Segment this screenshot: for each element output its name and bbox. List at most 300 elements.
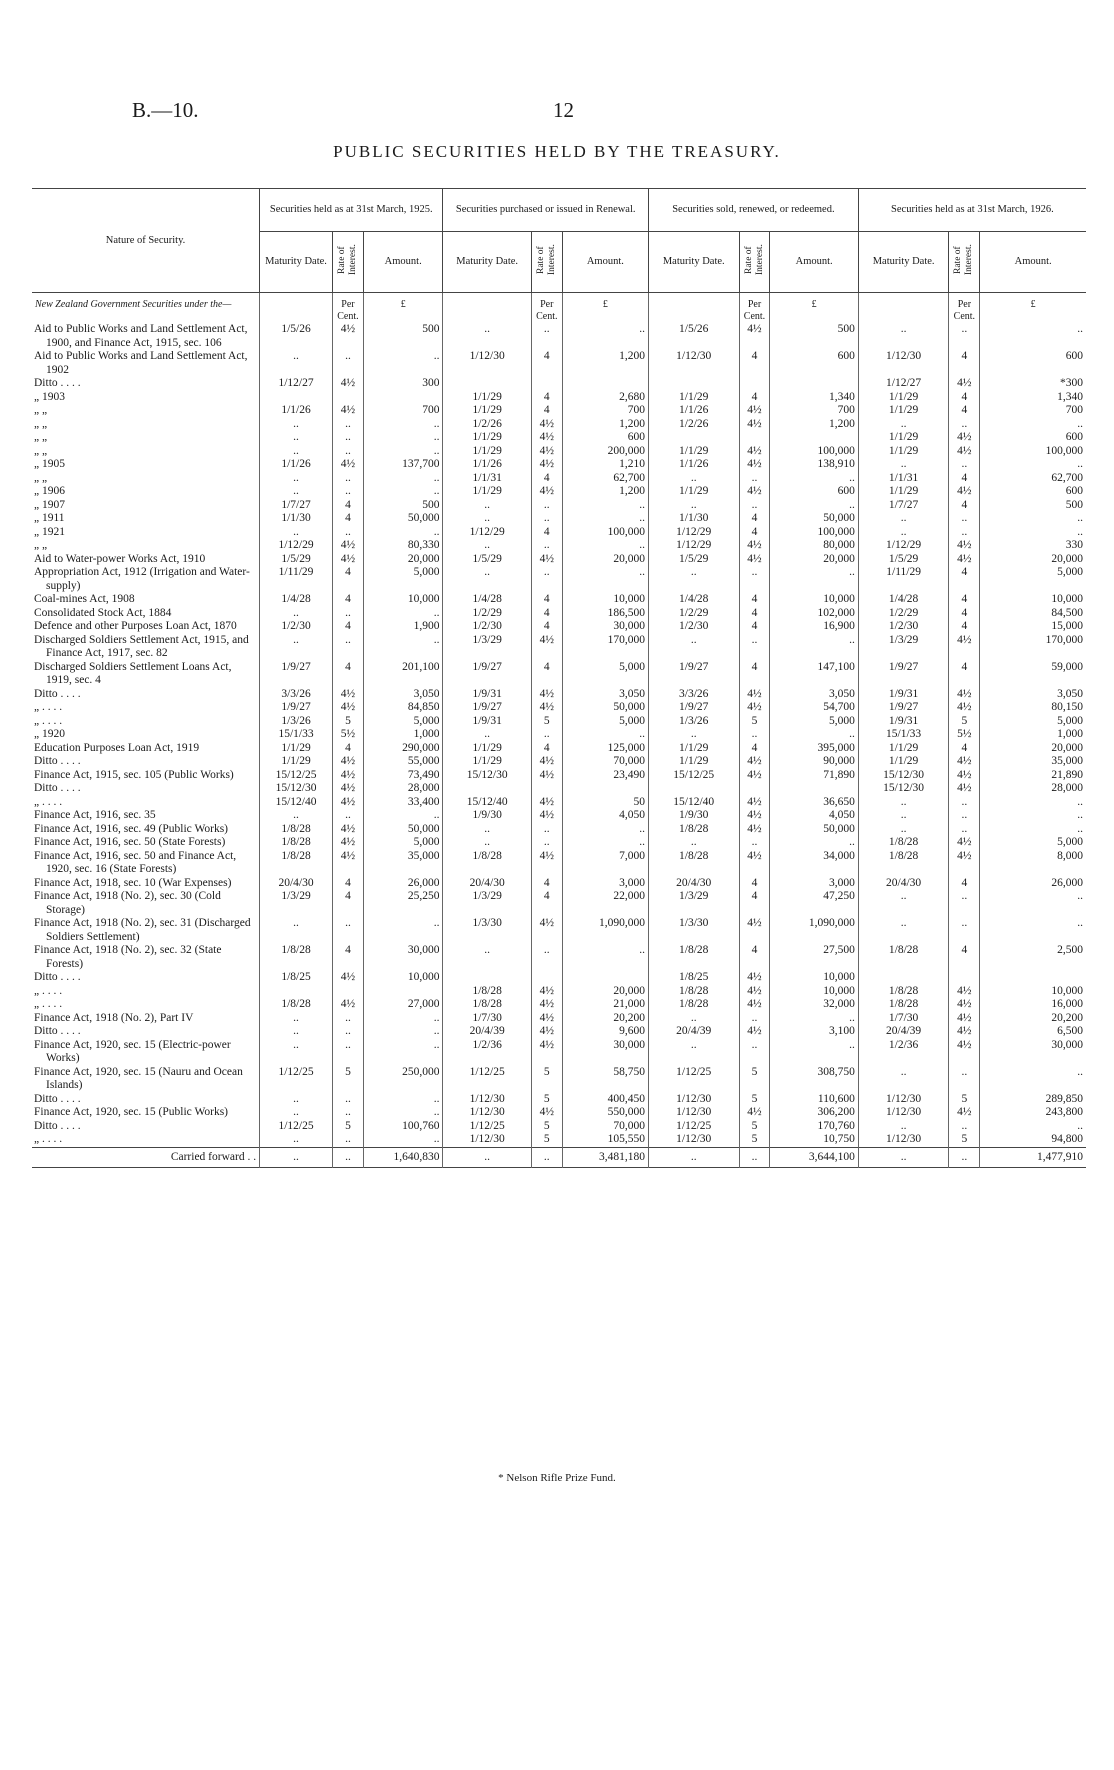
data-cell: 4½	[332, 998, 363, 1012]
data-cell: 1/7/27	[260, 499, 333, 513]
table-row	[32, 566, 1086, 593]
empty-cell	[443, 293, 531, 324]
table-row	[32, 877, 1086, 891]
data-cell: 22,000	[562, 890, 648, 917]
data-cell: 4½	[739, 688, 770, 702]
data-cell: ..	[949, 458, 980, 472]
data-cell: ..	[739, 836, 770, 850]
data-cell: ..	[332, 526, 363, 540]
data-cell: 1/11/29	[858, 566, 949, 593]
data-cell: 4½	[332, 769, 363, 783]
pound-label: £	[363, 293, 443, 324]
table-body	[32, 293, 1086, 1168]
data-cell: 5	[739, 1093, 770, 1107]
data-cell: ..	[949, 823, 980, 837]
data-cell: 50,000	[770, 823, 858, 837]
data-cell: 1/8/28	[648, 823, 739, 837]
data-cell	[332, 391, 363, 405]
data-cell: 4½	[949, 782, 980, 796]
data-cell: 1/8/28	[858, 836, 949, 850]
data-cell: 4	[531, 890, 562, 917]
data-cell: 4½	[531, 1012, 562, 1026]
data-cell: ..	[1077, 512, 1083, 525]
security-name: Ditto . . . .	[32, 1025, 260, 1039]
data-cell: 6,500	[1057, 1025, 1083, 1038]
data-cell: ..	[562, 499, 648, 513]
data-cell: 20,000	[1051, 741, 1083, 754]
data-cell: ..	[332, 1093, 363, 1107]
data-cell: ..	[858, 890, 949, 917]
data-cell: ..	[531, 499, 562, 513]
data-cell	[648, 377, 739, 391]
data-cell: ..	[260, 418, 333, 432]
data-cell: 201,100	[363, 661, 443, 688]
data-cell: 1/12/30	[443, 1133, 531, 1147]
table-row	[32, 944, 1086, 971]
table-row	[32, 350, 1086, 377]
page-title: PUBLIC SECURITIES HELD BY THE TREASURY.	[333, 142, 781, 161]
security-name: Coal-mines Act, 1908	[32, 593, 260, 607]
data-cell	[949, 971, 980, 985]
data-cell: 1/5/26	[260, 323, 333, 350]
data-cell: 1/9/27	[260, 701, 333, 715]
data-cell: 1/9/27	[443, 661, 531, 688]
data-cell: 100,000	[562, 526, 648, 540]
data-cell: ..	[1077, 417, 1083, 430]
data-cell: ..	[858, 323, 949, 350]
data-cell: 4	[531, 593, 562, 607]
data-cell: 1/9/27	[858, 701, 949, 715]
data-cell: 1/5/26	[648, 323, 739, 350]
data-cell: 4½	[739, 998, 770, 1012]
data-cell: ..	[332, 418, 363, 432]
security-name: „ 1905	[32, 458, 260, 472]
maturity-date-header: Maturity Date.	[443, 232, 531, 293]
data-cell: 4½	[739, 445, 770, 459]
data-cell: 1/1/31	[443, 472, 531, 486]
maturity-date-header: Maturity Date.	[858, 232, 949, 293]
data-cell: 1/12/30	[443, 1106, 531, 1120]
table-row	[32, 526, 1086, 540]
data-cell: 4½	[949, 836, 980, 850]
data-cell: 4	[531, 526, 562, 540]
data-cell: 4	[739, 742, 770, 756]
data-cell: 4½	[949, 445, 980, 459]
data-cell	[858, 971, 949, 985]
data-cell: ..	[443, 944, 531, 971]
data-cell: 1/8/28	[260, 850, 333, 877]
table-row	[32, 1106, 1086, 1120]
per-cent-label: Per Cent.	[949, 293, 980, 324]
data-cell: 4½	[531, 553, 562, 567]
data-cell: ..	[770, 499, 858, 513]
data-cell: 4½	[739, 850, 770, 877]
data-cell: ..	[648, 836, 739, 850]
data-cell: 1/2/29	[443, 607, 531, 621]
security-name: Finance Act, 1918 (No. 2), sec. 31 (Discharged Soldiers Settlement)	[32, 917, 260, 944]
data-cell: 1/1/29	[858, 404, 949, 418]
data-cell: 1/8/28	[858, 944, 949, 971]
data-cell: ..	[949, 796, 980, 810]
data-cell: 4½	[739, 755, 770, 769]
data-cell: 1/1/29	[443, 742, 531, 756]
data-cell: 700	[562, 404, 648, 418]
data-cell: ..	[648, 499, 739, 513]
data-cell: 5,000	[562, 661, 648, 688]
table-row	[32, 431, 1086, 445]
data-cell: 10,000	[363, 971, 443, 985]
data-cell: 1,200	[562, 418, 648, 432]
data-cell: 1/1/29	[648, 755, 739, 769]
data-cell: ..	[443, 539, 531, 553]
data-cell: 1/12/25	[648, 1120, 739, 1134]
data-cell: 4½	[949, 688, 980, 702]
data-cell: ..	[770, 728, 858, 742]
data-cell: 1,200	[770, 418, 858, 432]
data-cell: ..	[332, 350, 363, 377]
security-name: „ 1920	[32, 728, 260, 742]
security-name: „ 1903	[32, 391, 260, 405]
data-cell: ..	[648, 728, 739, 742]
data-cell: 47,250	[770, 890, 858, 917]
data-cell: 1/3/29	[443, 634, 531, 661]
data-cell: ..	[648, 634, 739, 661]
data-cell: 1/12/25	[260, 1120, 333, 1134]
data-cell: ..	[648, 472, 739, 486]
data-cell: 4½	[531, 431, 562, 445]
data-cell: 20/4/39	[858, 1025, 949, 1039]
amount-header: Amount.	[770, 232, 858, 293]
data-cell: 147,100	[770, 661, 858, 688]
data-cell: ..	[363, 607, 443, 621]
data-cell: 1/1/26	[648, 458, 739, 472]
data-cell: 5,000	[1057, 836, 1083, 849]
data-cell: 5	[531, 1066, 562, 1093]
data-cell: 23,490	[562, 769, 648, 783]
data-cell: 4	[332, 499, 363, 513]
data-cell: ..	[332, 431, 363, 445]
security-name: Ditto . . . .	[32, 971, 260, 985]
data-cell: 700	[1065, 404, 1083, 417]
data-cell: ..	[260, 350, 333, 377]
data-cell: ..	[858, 458, 949, 472]
data-cell: 50,000	[363, 823, 443, 837]
data-cell: ..	[363, 1106, 443, 1120]
data-cell: 100,000	[770, 526, 858, 540]
data-cell: 4½	[332, 796, 363, 810]
data-cell: 1/3/30	[648, 917, 739, 944]
data-cell	[739, 782, 770, 796]
data-cell: 34,000	[770, 850, 858, 877]
data-cell: 1,900	[363, 620, 443, 634]
table-row	[32, 404, 1086, 418]
table-row	[32, 998, 1086, 1012]
table-row	[32, 742, 1086, 756]
data-cell: 4	[739, 890, 770, 917]
data-cell: 1/12/29	[648, 539, 739, 553]
data-cell: 10,000	[770, 971, 858, 985]
data-cell: 1/1/29	[443, 485, 531, 499]
group-header-purchased: Securities purchased or issued in Renewal.	[443, 189, 648, 232]
data-cell: 290,000	[363, 742, 443, 756]
data-cell: 1/2/30	[858, 620, 949, 634]
data-cell: ..	[858, 1066, 949, 1093]
table-row	[32, 1039, 1086, 1066]
data-cell: ..	[531, 728, 562, 742]
data-cell: 20/4/30	[858, 877, 949, 891]
data-cell: 20,200	[562, 1012, 648, 1026]
data-cell: 1/1/29	[648, 485, 739, 499]
security-name: Ditto . . . .	[32, 782, 260, 796]
data-cell: 5	[739, 1120, 770, 1134]
data-cell: 50	[562, 796, 648, 810]
data-cell: 4½	[949, 485, 980, 499]
data-cell: 1/8/28	[443, 985, 531, 999]
data-cell: 4½	[739, 701, 770, 715]
data-cell: 1/1/29	[443, 755, 531, 769]
data-cell: ..	[858, 796, 949, 810]
data-cell: 4	[332, 877, 363, 891]
security-name: „ „	[32, 431, 260, 445]
data-cell: 600	[1065, 350, 1083, 363]
data-cell: ..	[648, 1012, 739, 1026]
data-cell: 600	[770, 350, 858, 377]
data-cell: ..	[332, 917, 363, 944]
data-cell	[531, 377, 562, 391]
data-cell: ..	[949, 890, 980, 917]
data-cell: 1/3/29	[260, 890, 333, 917]
data-cell: 1/5/29	[443, 553, 531, 567]
data-cell: 20/4/39	[443, 1025, 531, 1039]
data-cell: 1/1/29	[858, 431, 949, 445]
data-cell: 1/8/28	[858, 985, 949, 999]
data-cell: 4½	[949, 985, 980, 999]
data-cell: 27,500	[770, 944, 858, 971]
data-cell: ..	[363, 1025, 443, 1039]
data-cell: 3,000	[770, 877, 858, 891]
data-cell: ..	[531, 512, 562, 526]
data-cell: 600	[562, 431, 648, 445]
data-cell: ..	[260, 485, 333, 499]
data-cell: 500	[1065, 498, 1083, 511]
rate-header: Rate of Interest.	[531, 232, 562, 293]
data-cell: 20,000	[562, 985, 648, 999]
data-cell: ..	[531, 323, 562, 350]
data-cell: 5,000	[363, 566, 443, 593]
data-cell: ..	[858, 823, 949, 837]
table-row	[32, 728, 1086, 742]
data-cell: ..	[949, 1066, 980, 1093]
data-cell: ..	[531, 823, 562, 837]
data-cell: 84,850	[363, 701, 443, 715]
security-name: Finance Act, 1920, sec. 15 (Nauru and Ocean Islands)	[32, 1066, 260, 1093]
table-row	[32, 485, 1086, 499]
data-cell: 4½	[332, 688, 363, 702]
data-cell: 1/8/28	[260, 998, 333, 1012]
data-cell: ..	[260, 431, 333, 445]
security-name: Finance Act, 1916, sec. 50 and Finance Act, 1920, sec. 16 (State Forests)	[32, 850, 260, 877]
data-cell: 5	[531, 1120, 562, 1134]
data-cell: 25,250	[363, 890, 443, 917]
data-cell	[443, 971, 531, 985]
data-cell: 4	[332, 742, 363, 756]
table-row	[32, 472, 1086, 486]
maturity-date-header: Maturity Date.	[648, 232, 739, 293]
data-cell: 4½	[531, 458, 562, 472]
amount-header: Amount.	[562, 232, 648, 293]
data-cell: ..	[770, 1039, 858, 1066]
data-cell: 4	[949, 404, 980, 418]
data-cell: 4½	[739, 485, 770, 499]
data-cell: 102,000	[770, 607, 858, 621]
data-cell: 4	[531, 877, 562, 891]
data-cell: 125,000	[562, 742, 648, 756]
data-cell: 4½	[739, 971, 770, 985]
data-cell: 1/12/29	[260, 539, 333, 553]
data-cell: ..	[949, 526, 980, 540]
data-cell: 3,100	[770, 1025, 858, 1039]
data-cell: 4	[531, 350, 562, 377]
data-cell: 59,000	[1051, 660, 1083, 673]
data-cell: 1/2/29	[858, 607, 949, 621]
data-cell: 4,050	[770, 809, 858, 823]
data-cell: 4½	[332, 782, 363, 796]
data-cell: 1/1/29	[648, 445, 739, 459]
group-header-sold: Securities sold, renewed, or redeemed.	[648, 189, 858, 232]
data-cell	[562, 782, 648, 796]
data-cell: ..	[260, 1012, 333, 1026]
data-cell: 5½	[332, 728, 363, 742]
data-cell: 20/4/30	[260, 877, 333, 891]
data-cell: 54,700	[770, 701, 858, 715]
pound-label: £	[1030, 299, 1036, 311]
data-cell: 4	[739, 512, 770, 526]
data-cell: ..	[1077, 458, 1083, 471]
table-row	[32, 1012, 1086, 1026]
data-cell: 1/5/29	[260, 553, 333, 567]
security-name: Ditto . . . .	[32, 1093, 260, 1107]
data-cell: 1/12/30	[858, 1093, 949, 1107]
data-cell: 20,000	[562, 553, 648, 567]
data-cell: 500	[363, 499, 443, 513]
data-cell: 4½	[739, 985, 770, 999]
data-cell: 1/1/29	[858, 742, 949, 756]
data-cell: 4½	[949, 377, 980, 391]
data-cell: 1/8/28	[260, 836, 333, 850]
data-cell: ..	[363, 472, 443, 486]
data-cell: ..	[1077, 323, 1083, 336]
security-name: Appropriation Act, 1912 (Irrigation and Water-supply)	[32, 566, 260, 593]
table-row	[32, 377, 1086, 391]
data-cell: 4	[949, 566, 980, 593]
data-cell: 4½	[531, 796, 562, 810]
data-cell: 15/12/25	[648, 769, 739, 783]
security-name: Finance Act, 1916, sec. 50 (State Forests)	[32, 836, 260, 850]
amount-header: Amount.	[363, 232, 443, 293]
data-cell: 30,000	[1051, 1038, 1083, 1051]
table-row	[32, 1120, 1086, 1134]
data-cell: ..	[363, 1133, 443, 1147]
data-cell: 4	[332, 620, 363, 634]
data-cell: 1,200	[562, 485, 648, 499]
data-cell: 4,050	[562, 809, 648, 823]
data-cell: 5	[332, 1120, 363, 1134]
data-cell: 4½	[332, 823, 363, 837]
data-cell: 600	[1065, 431, 1083, 444]
data-cell: 1/7/27	[858, 499, 949, 513]
data-cell	[739, 431, 770, 445]
data-cell: ..	[443, 512, 531, 526]
data-cell: 4½	[531, 485, 562, 499]
data-cell: ..	[949, 809, 980, 823]
data-cell: ..	[858, 418, 949, 432]
securities-table	[32, 188, 1086, 1168]
data-cell: 80,330	[363, 539, 443, 553]
data-cell: 62,700	[1051, 471, 1083, 484]
data-cell: ..	[363, 1039, 443, 1066]
security-name: „ 1921	[32, 526, 260, 540]
data-cell: 4½	[739, 796, 770, 810]
page-number: 12	[553, 98, 574, 122]
data-cell: 5	[739, 1133, 770, 1147]
data-cell: 4½	[949, 1025, 980, 1039]
data-cell: ..	[562, 823, 648, 837]
carried-forward-row	[32, 1147, 1086, 1168]
data-cell: ..	[858, 809, 949, 823]
data-cell: 1,210	[562, 458, 648, 472]
data-cell: 4	[531, 404, 562, 418]
data-cell: ..	[260, 1025, 333, 1039]
data-cell: ..	[949, 418, 980, 432]
data-cell: 1/1/29	[443, 404, 531, 418]
data-cell: 58,750	[562, 1066, 648, 1093]
data-cell: ..	[260, 809, 333, 823]
data-cell: 1,340	[1057, 390, 1083, 403]
data-cell: ..	[1077, 822, 1083, 835]
data-cell: 1/7/30	[443, 1012, 531, 1026]
data-cell: 5	[739, 1066, 770, 1093]
data-cell: 4½	[531, 1039, 562, 1066]
data-cell: 4	[531, 472, 562, 486]
data-cell: 1/1/29	[260, 755, 333, 769]
data-cell: 1,090,000	[770, 917, 858, 944]
data-cell: 50,000	[770, 512, 858, 526]
data-cell: ..	[363, 809, 443, 823]
data-cell: 5,000	[562, 715, 648, 729]
data-cell: ..	[443, 728, 531, 742]
data-cell: 4½	[949, 553, 980, 567]
data-cell: 1/8/25	[648, 971, 739, 985]
data-cell: ..	[260, 526, 333, 540]
data-cell: 1/1/26	[648, 404, 739, 418]
data-cell: ..	[739, 1012, 770, 1026]
data-cell: ..	[1077, 1119, 1083, 1132]
data-cell: 1/12/25	[443, 1066, 531, 1093]
data-cell: 15/12/40	[648, 796, 739, 810]
data-cell: 20,000	[770, 553, 858, 567]
data-cell: 105,550	[562, 1133, 648, 1147]
data-cell: ..	[648, 1039, 739, 1066]
data-cell: 30,000	[562, 620, 648, 634]
data-cell: 10,750	[770, 1133, 858, 1147]
data-cell: 1,340	[770, 391, 858, 405]
data-cell: ..	[363, 1012, 443, 1026]
units-row	[32, 293, 1086, 324]
data-cell: 4	[531, 742, 562, 756]
data-cell: 4½	[531, 985, 562, 999]
data-cell: 50,000	[562, 701, 648, 715]
data-cell: 1/1/30	[260, 512, 333, 526]
